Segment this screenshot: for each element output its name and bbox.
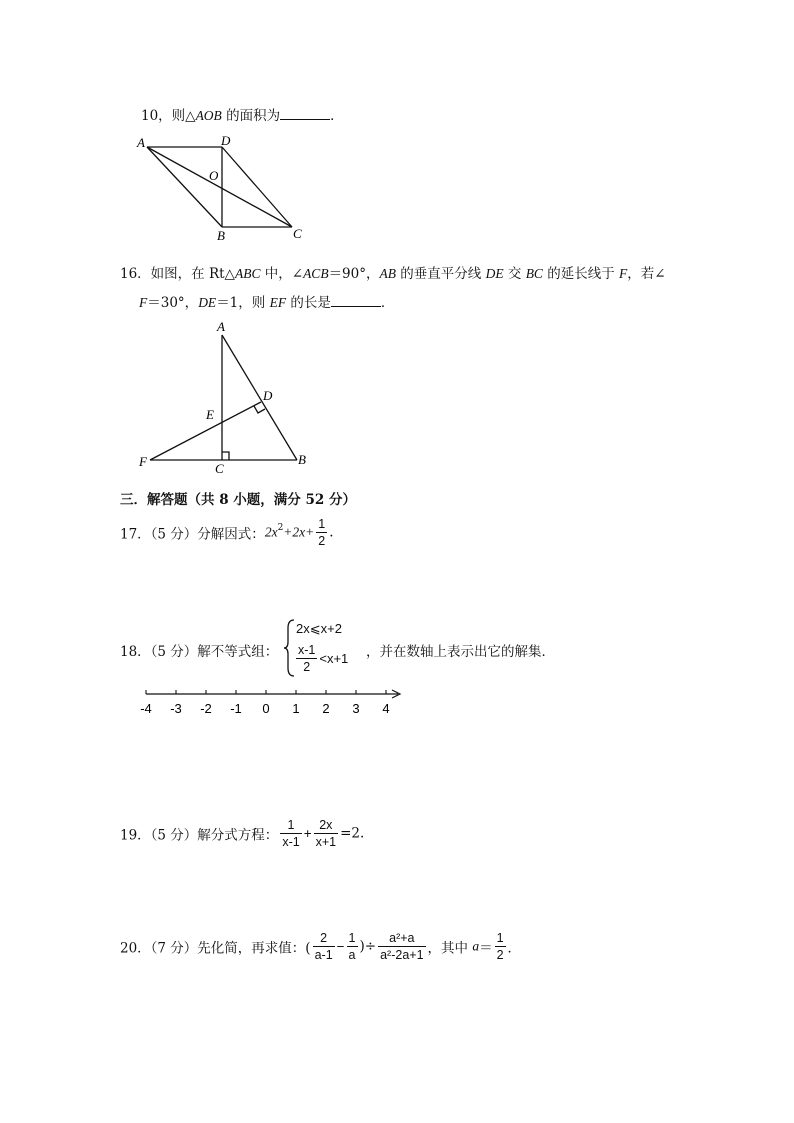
segment-ba <box>147 147 222 227</box>
fraction-3: $\frac{\text{a²+a}}{\text{a²-2a+1}}$ <box>380 931 424 962</box>
q15-tail-line: 10，则△AOB 的面积为 ． <box>141 108 344 124</box>
section-3-heading: 三．解答题（共 8 小题，满分 52 分） <box>120 492 356 508</box>
right-angle-d <box>254 406 265 413</box>
q20: 20．（7 分）先化简，再求值：( $\frac{2}{a-1}$ − $\frac{1}{a}$ )÷ $\frac{\text{a²+a}}{\text{a²-2a+1}}$ ，其中 a＝ $\frac{1}{2}$ ． <box>120 931 522 962</box>
brace-icon <box>282 618 296 678</box>
label-f: F <box>139 454 147 469</box>
label-b: B <box>298 452 306 467</box>
answer-blank-16[interactable] <box>331 294 381 307</box>
q16-line2: F＝30°，DE＝1，则 EF 的长是 ． <box>139 295 395 311</box>
fraction-2: $\frac{2x}{x+1}$ <box>315 818 337 849</box>
axis-tick-label: 0 <box>262 701 270 716</box>
axis-tick-label: -4 <box>140 701 152 716</box>
label-o: O <box>209 168 219 183</box>
fraction-one-half: $\frac{1}{2}$ <box>318 517 326 548</box>
axis-tick-label: 2 <box>322 701 330 716</box>
segment-ab <box>222 335 297 460</box>
label-a: A <box>217 319 225 334</box>
figure-parallelogram <box>130 130 320 245</box>
label-c: C <box>293 226 302 241</box>
segment-dc <box>222 147 292 227</box>
label-c: C <box>215 461 224 476</box>
label-b: B <box>217 228 225 243</box>
triangle-aob: AOB <box>195 108 222 123</box>
label-a: A <box>137 135 145 150</box>
axis-tick-label: -1 <box>230 701 242 716</box>
number-line <box>130 684 410 718</box>
q17: 17．（5 分）分解因式：$2x^2+2x+$ $\frac{1}{2}$ . <box>120 517 334 548</box>
axis-tick-label: -3 <box>170 701 182 716</box>
inequality-2: $\frac{x-1}{2}$ <x+1 <box>298 643 349 674</box>
inequality-1: 2x⩽x+2 <box>296 621 342 636</box>
axis-tick-label: 1 <box>292 701 300 716</box>
axis-tick-label: 3 <box>352 701 360 716</box>
label-d: D <box>221 133 231 148</box>
fraction-1: $\frac{1}{x-1}$ <box>282 818 300 849</box>
fraction-2: $\frac{1}{a}$ <box>348 931 356 962</box>
figure-right-triangle <box>130 318 320 478</box>
label-e: E <box>206 407 214 422</box>
fraction-1: $\frac{2}{a-1}$ <box>314 931 333 962</box>
axis-tick-label: 4 <box>382 701 390 716</box>
label-d: D <box>263 388 273 403</box>
fraction-4: $\frac{1}{2}$ <box>496 931 504 962</box>
q16-line1: 16．如图，在 Rt△ABC 中，∠ACB＝90°，AB 的垂直平分线 DE 交 BC 的延长线于 F，若∠ <box>120 266 666 282</box>
axis-tick-label: -2 <box>200 701 212 716</box>
q19: 19．（5 分）解分式方程： $\frac{1}{x-1}$ + $\frac{2x}{x+1}$ =2. <box>120 818 365 849</box>
q18-suffix: ，并在数轴上表示出它的解集． <box>366 644 555 660</box>
right-angle-c <box>222 452 229 460</box>
answer-blank-15[interactable] <box>280 107 330 120</box>
q18-prefix: 18．（5 分）解不等式组： <box>120 644 279 660</box>
segment-ac <box>147 147 292 227</box>
